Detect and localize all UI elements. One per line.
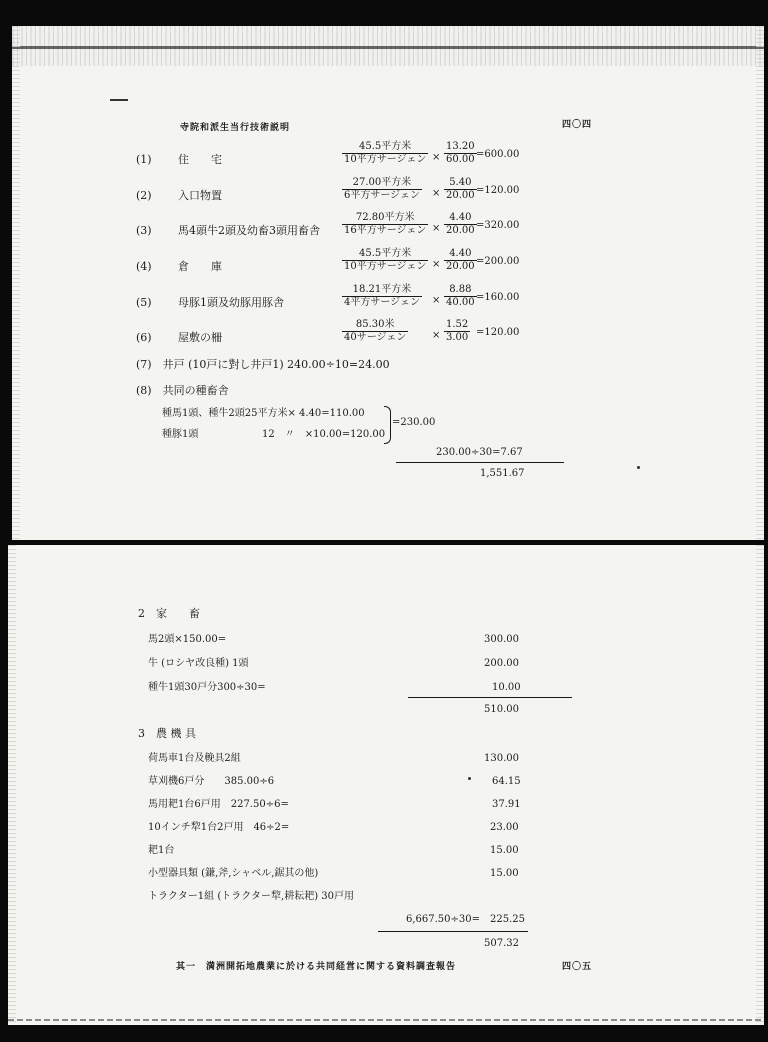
machinery-row-value: 23.00 (490, 822, 519, 833)
breed-sum: =230.00 (392, 417, 436, 428)
item-label: 住 宅 (178, 153, 222, 166)
area-fraction: 72.80平方米 16平方サージェン (344, 212, 427, 236)
grand-total: 1,551.67 (480, 468, 525, 479)
running-header: 寺院和派生当行技術説明 (180, 123, 291, 133)
livestock-row-label: 種牛1頭30戸分300÷30= (148, 682, 266, 693)
machinery-total: 507.32 (484, 938, 519, 949)
multiply-sign: × (432, 259, 441, 270)
livestock-sum-rule (408, 697, 572, 698)
area-fraction: 18.21平方米 4平方サージェン (344, 284, 420, 308)
area-fraction: 85.30米 40サージェン (344, 319, 407, 343)
machinery-row-label: 10インチ犂1台2戸用 46÷2= (148, 822, 290, 833)
item-label: 母豚1頭及幼豚用豚舎 (178, 296, 284, 309)
item-result: =160.00 (476, 292, 520, 303)
breed-line-2a: 種豚1頭 (162, 429, 199, 440)
machinery-row-value: 15.00 (490, 845, 519, 856)
livestock-total: 510.00 (484, 704, 519, 715)
item-number: (3) (136, 224, 152, 237)
page-number: 四〇五 (562, 962, 593, 972)
multiply-sign: × (432, 223, 441, 234)
livestock-row-value: 300.00 (484, 634, 519, 645)
item-breeding-barn: (8) 共同の種畜舎 (136, 384, 229, 397)
machinery-row-value: 37.91 (492, 799, 521, 810)
brace (384, 406, 391, 444)
scan-edge-left (8, 545, 16, 1025)
area-fraction: 27.00平方米 6平方サージェン (344, 177, 420, 201)
machinery-row-label: 小型器具類 (鎌,斧,シャベル,鋸其の他) (148, 868, 319, 879)
scan-bottom-edge (8, 1019, 764, 1021)
item-label: 入口物置 (178, 189, 222, 202)
livestock-row-label: 馬2頭×150.00= (148, 634, 227, 645)
page-number: 四〇四 (562, 120, 593, 130)
price-fraction: $\frac{4.40}{20.00}$ (446, 212, 475, 236)
item-result: =120.00 (476, 327, 520, 338)
item-number: (6) (136, 331, 152, 344)
scan-speck (637, 466, 640, 469)
sum-rule (396, 462, 564, 463)
machinery-row-value: 64.15 (492, 776, 521, 787)
price-fraction: $\frac{1.52}{3.00}$ (446, 319, 469, 343)
price-fraction: $\frac{8.88}{40.00}$ (446, 284, 475, 308)
item-result: =120.00 (476, 185, 520, 196)
running-footer: 其一 満洲開拓地農業に於ける共同経営に関する資料調査報告 (176, 962, 457, 972)
machinery-row-label: トラクター1組 (トラクター犂,耕耘耙) 30戸用 (148, 891, 355, 902)
scan-edge-line (12, 46, 764, 49)
item-result: =320.00 (476, 220, 520, 231)
machinery-row-value: 15.00 (490, 868, 519, 879)
item-number: (1) (136, 153, 152, 166)
item-number: (2) (136, 189, 152, 202)
machinery-sum-rule (378, 931, 528, 932)
item-number: (4) (136, 260, 152, 273)
scan-speck (468, 777, 471, 780)
livestock-row-value: 10.00 (492, 682, 521, 693)
section-livestock-title: 2 家 畜 (138, 607, 200, 620)
breed-line-2b: 12 〃 ×10.00=120.00 (262, 429, 386, 440)
livestock-row-value: 200.00 (484, 658, 519, 669)
document-page-bottom (8, 545, 764, 1025)
tractor-calc: 6,667.50÷30= 225.25 (406, 914, 526, 925)
item-label: 倉 庫 (178, 260, 222, 273)
multiply-sign: × (432, 330, 441, 341)
area-fraction: 45.5平方米 10平方サージェン (344, 248, 427, 272)
machinery-row-label: 荷馬車1台及輓具2組 (148, 753, 241, 764)
scan-edge-right (756, 545, 764, 1025)
machinery-row-label: 耙1台 (148, 845, 175, 856)
scan-mark (110, 99, 128, 101)
item-result: =200.00 (476, 256, 520, 267)
multiply-sign: × (432, 295, 441, 306)
item-number: (5) (136, 296, 152, 309)
document-page-top (12, 26, 764, 540)
price-fraction: $\frac{5.40}{20.00}$ (446, 177, 475, 201)
machinery-row-label: 馬用耙1台6戸用 227.50÷6= (148, 799, 289, 810)
price-fraction: $\frac{13.20}{60.00}$ (446, 141, 475, 165)
item-result: =600.00 (476, 149, 520, 160)
multiply-sign: × (432, 152, 441, 163)
livestock-row-label: 牛 (ロシヤ改良種) 1頭 (148, 658, 249, 669)
scan-edge-left (12, 26, 20, 540)
price-fraction: $\frac{4.40}{20.00}$ (446, 248, 475, 272)
division-calc: 230.00÷30=7.67 (436, 447, 523, 458)
area-fraction: 45.5平方米 10平方サージェン (344, 141, 427, 165)
scan-edge-right (756, 26, 764, 540)
machinery-row-value: 130.00 (484, 753, 519, 764)
section-machinery-title: 3 農 機 具 (138, 727, 196, 740)
item-label: 馬4頭牛2頭及幼畜3頭用畜舎 (178, 224, 320, 237)
item-well: (7) 井戸 (10戸に對し井戸1) 240.00÷10=24.00 (136, 358, 390, 371)
item-label: 屋敷の柵 (178, 331, 222, 344)
multiply-sign: × (432, 188, 441, 199)
machinery-row-label: 草刈機6戸分 385.00÷6 (148, 776, 275, 787)
breed-line-1: 種馬1頭、種牛2頭25平方米× 4.40=110.00 (162, 408, 365, 419)
